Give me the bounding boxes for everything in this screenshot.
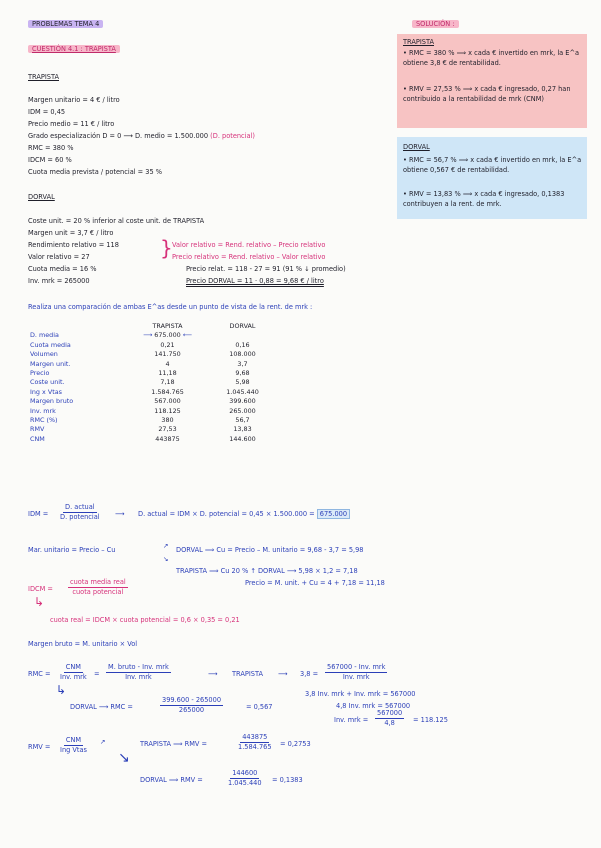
- rmc-dorval-fraction: $\frac{399.600 - 265000}{265000}$: [162, 696, 222, 714]
- dorval-line: Cuota media = 16 %: [28, 265, 97, 273]
- rmv-dorval-fraction: $\frac{144600}{1.045.440}$: [228, 769, 262, 787]
- margen-bruto-def: Margen bruto = M. unitario × Vol: [28, 640, 138, 648]
- branch-arrow-icon: ↗: [163, 542, 169, 550]
- dorval-line: Coste unit. = 20 % inferior al coste unit. de TRAPISTA: [28, 217, 205, 225]
- table-row: D. media ⟶ 675.000 ⟵: [30, 331, 192, 340]
- trapista-line: IDM = 0,45: [28, 108, 66, 116]
- table-row: Cuota media 0,21 0,16: [30, 340, 250, 349]
- margen-unitario-trapista: TRAPISTA ⟹ Cu 20 % ↑ DORVAL ⟶ 5,98 × 1,2 = 7,18: [176, 567, 358, 575]
- branch-arrow-icon: ↘: [163, 555, 169, 563]
- rmc-dorval-label: DORVAL ⟶ RMC =: [70, 703, 133, 711]
- rmv-dorval-label: DORVAL ⟹ RMV =: [140, 776, 203, 784]
- calc-precio-relativo: Precio relat. = 118 - 27 = 91 (91 % ↓ promedio): [186, 265, 346, 273]
- trapista-line: Margen unitario = 4 € / litro: [28, 96, 120, 104]
- cuota-real-calc: cuota real = IDCM × cuota potencial = 0,6 × 0,35 = 0,21: [50, 616, 240, 624]
- curve-arrow-icon: ↳: [34, 595, 45, 609]
- table-row: RMC (%) 380 56,7: [30, 416, 250, 425]
- rmv-lhs: RMV =: [28, 743, 51, 751]
- rmc-fraction-expanded: M. bruto - Inv. mrk Inv. mrk: [108, 663, 169, 681]
- idm-lhs: IDM =: [28, 510, 49, 518]
- idm-rhs: D. actual = IDM × D. potencial = 0,45 × 1.500.000 = 675.000: [138, 510, 350, 518]
- rmc-t-step3: 4,8 Inv. mrk = 567000: [336, 702, 411, 710]
- rmv-trapista-fraction: $\frac{443875}{1.584.765}$: [238, 733, 272, 751]
- comparison-prompt: Realiza una comparación de ambas E^as desde un punto de vista de la rent. de mrk :: [28, 303, 313, 311]
- table-row: Margen bruto 567.000 399.600: [30, 397, 256, 406]
- table-row: Volumen 141.750 108.000: [30, 350, 256, 359]
- arrow-icon: ⟶: [208, 670, 218, 678]
- comparison-table: [30, 322, 280, 444]
- page-title: PROBLEMAS TEMA 4: [28, 20, 103, 28]
- table-row: Ing x Vtas 1.584.765 1.045.440: [30, 387, 259, 396]
- brace-icon: }: [160, 236, 173, 260]
- trapista-line: Grado especialización D = 0 ⟶ D. medio = 1.500.000 (D. potencial): [28, 132, 255, 140]
- calc-precio-dorval: Precio DORVAL = 11 · 0,88 = 9,68 € / litro: [186, 277, 324, 285]
- formula-valor-relativo: Valor relativo = Rend. relativo – Precio relativo: [172, 241, 326, 249]
- table-row: CNM 443875 144.600: [30, 434, 256, 443]
- dorval-line: Inv. mrk = 265000: [28, 277, 90, 285]
- solution-dorval-item: • RMC = 56,7 % ⟹ x cada € invertido en mrk, la E^a obtiene 0,567 € de rentabilidad.: [403, 156, 582, 174]
- rmc-dorval-rhs: = 0,567: [246, 703, 273, 711]
- formula-precio-relativo: Precio relativo = Rend. relativo – Valor relativo: [172, 253, 326, 261]
- solution-trapista-item: • RMC = 380 % ⟹ x cada € invertido en mrk, la E^a obtiene 3,8 € de rentabilidad.: [403, 49, 580, 67]
- dorval-heading: DORVAL: [28, 193, 55, 201]
- curve-arrow-icon: ↳: [56, 683, 67, 697]
- arrow-icon: ⟶: [278, 670, 288, 678]
- solution-label: SOLUCIÓN :: [412, 20, 459, 28]
- idm-fraction: D. actual D. potencial: [60, 503, 100, 521]
- rmc-lhs: RMC =: [28, 670, 51, 678]
- table-row: Coste unit. 7,18 5,98: [30, 378, 250, 387]
- rmc-t-step4-fraction: $\frac{567000}{4,8}$: [377, 709, 403, 727]
- rmv-dorval-rhs: = 0,1383: [272, 776, 303, 784]
- rmc-t-step1-fraction: 567000 - Inv. mrk Inv. mrk: [327, 663, 386, 681]
- rmv-trapista-rhs: = 0,2753: [280, 740, 311, 748]
- precio-trapista: Precio = M. unit. + Cu = 4 + 7,18 = 11,18: [245, 579, 385, 587]
- dorval-line: Rendimiento relativo = 118: [28, 241, 119, 249]
- trapista-heading: TRAPISTA: [28, 73, 59, 81]
- rmc-trapista-label: TRAPISTA: [232, 670, 263, 678]
- rmc-t-step4-lhs: Inv. mrk =: [334, 716, 369, 724]
- question-title: CUESTIÓN 4.1 : TRAPISTA: [28, 45, 120, 53]
- solution-trapista-item: • RMV = 27,53 % ⟹ x cada € ingresado, 0,27 han contribuido a la rentabilidad de mrk (CNM): [403, 85, 571, 103]
- solution-trapista-title: TRAPISTA: [403, 38, 434, 46]
- idcm-fraction: cuota media real cuota potencial: [70, 578, 126, 596]
- dorval-line: Valor relativo = 27: [28, 253, 90, 261]
- solution-dorval-item: • RMV = 13,83 % ⟹ x cada € ingresado, 0,1383 contribuyen a la rent. de mrk.: [403, 190, 565, 208]
- rmc-t-step2: 3,8 Inv. mrk + Inv. mrk = 567000: [305, 690, 416, 698]
- trapista-line: Cuota media prevista / potencial = 35 %: [28, 168, 163, 176]
- trapista-line: RMC = 380 %: [28, 144, 74, 152]
- rmv-trapista-label: TRAPISTA ⟹ RMV =: [140, 740, 208, 748]
- branch-arrow-icon: ↗: [100, 738, 106, 746]
- column-header-trapista: TRAPISTA: [152, 322, 183, 330]
- branch-arrow-icon: ↘: [118, 750, 130, 766]
- column-header-dorval: DORVAL: [229, 322, 256, 330]
- equals-sign: =: [94, 670, 100, 678]
- margen-unitario-dorval: DORVAL ⟹ Cu = Precio – M. unitario = 9,68 - 3,7 = 5,98: [176, 546, 364, 554]
- rmc-t-step1-lhs: 3,8 =: [300, 670, 319, 678]
- rmc-t-step4-rhs: = 118.125: [413, 716, 448, 724]
- margen-unitario-lhs: Mar. unitario = Precio – Cu: [28, 546, 116, 554]
- table-header-row: [30, 322, 280, 331]
- idcm-lhs: IDCM =: [28, 585, 53, 593]
- table-row: Inv. mrk 118.125 265.000: [30, 406, 256, 415]
- table-row: Margen unit. 4 3,7: [30, 359, 248, 368]
- dorval-line: Margen unit = 3,7 € / litro: [28, 229, 114, 237]
- rmv-fraction: CNM Ing Vtas: [60, 736, 87, 754]
- table-row: Precio 11,18 9,68: [30, 369, 250, 378]
- trapista-line: Precio medio = 11 € / litro: [28, 120, 115, 128]
- rmc-fraction: CNM Inv. mrk: [60, 663, 87, 681]
- table-row: RMV 27,53 13,83: [30, 425, 252, 434]
- solution-dorval-title: DORVAL: [403, 143, 430, 151]
- idm-arrow: ⟶: [115, 510, 125, 518]
- trapista-line: IDCM = 60 %: [28, 156, 72, 164]
